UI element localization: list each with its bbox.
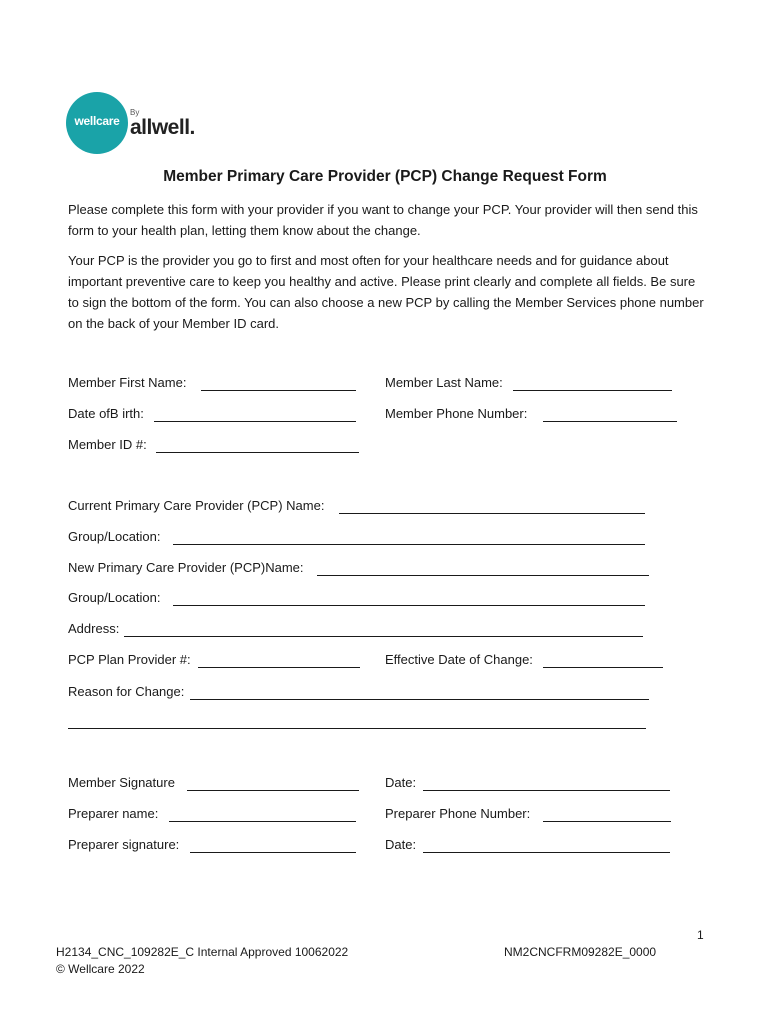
group-location-label-2: Group/Location: xyxy=(68,590,161,605)
member-signature-field[interactable] xyxy=(187,790,359,791)
effective-date-field[interactable] xyxy=(543,667,663,668)
preparer-phone-label: Preparer Phone Number: xyxy=(385,806,531,821)
preparer-name-label: Preparer name: xyxy=(68,806,159,821)
reason-for-change-label: Reason for Change: xyxy=(68,684,185,699)
preparer-name-field[interactable] xyxy=(169,821,356,822)
effective-date-label: Effective Date of Change: xyxy=(385,652,533,667)
allwell-logo-text: allwell. xyxy=(130,116,195,139)
new-pcp-name-field[interactable] xyxy=(317,575,649,576)
pcp-plan-provider-label: PCP Plan Provider #: xyxy=(68,652,191,667)
reason-for-change-field[interactable] xyxy=(190,699,649,700)
footer-form-id: NM2CNCFRM09282E_0000 xyxy=(504,945,657,959)
footer-copyright: © Wellcare 2022 xyxy=(56,962,145,976)
group-location-field-2[interactable] xyxy=(173,605,645,606)
current-pcp-name-field[interactable] xyxy=(339,513,645,514)
date-of-birth-label: Date ofB irth: xyxy=(68,406,144,421)
preparer-signature-field[interactable] xyxy=(190,852,356,853)
group-location-label-1: Group/Location: xyxy=(68,529,161,544)
intro-paragraph-1: Please complete this form with your provider if you want to change your PCP. Your provider will then send this form to your health plan, letting them know about the change. xyxy=(68,202,698,238)
address-field[interactable] xyxy=(124,636,643,637)
new-pcp-name-label: New Primary Care Provider (PCP)Name: xyxy=(68,560,304,575)
wellcare-allwell-logo xyxy=(66,92,206,154)
form-title: Member Primary Care Provider (PCP) Change Request Form xyxy=(163,168,607,185)
date-of-birth-field[interactable] xyxy=(154,421,356,422)
reason-for-change-field-line-2[interactable] xyxy=(68,728,646,729)
member-last-name-label: Member Last Name: xyxy=(385,375,503,390)
preparer-signature-label: Preparer signature: xyxy=(68,837,180,852)
preparer-signature-date-label: Date: xyxy=(385,837,417,852)
footer-approval-code: H2134_CNC_109282E_C Internal Approved 10062022 xyxy=(56,945,349,959)
logo-by-text: By xyxy=(130,108,140,117)
address-label: Address: xyxy=(68,621,120,636)
member-id-label: Member ID #: xyxy=(68,437,147,452)
group-location-field-1[interactable] xyxy=(173,544,645,545)
preparer-signature-date-field[interactable] xyxy=(423,852,670,853)
wellcare-logo-circle xyxy=(66,92,128,154)
page-number: 1 xyxy=(697,928,704,942)
member-signature-label: Member Signature xyxy=(68,775,175,790)
current-pcp-name-label: Current Primary Care Provider (PCP) Name: xyxy=(68,498,325,513)
member-signature-date-field[interactable] xyxy=(423,790,670,791)
member-signature-date-label: Date: xyxy=(385,775,417,790)
member-phone-field[interactable] xyxy=(543,421,677,422)
intro-paragraph-2: Your PCP is the provider you go to first and most often for your healthcare needs and for guidance about important preventive care to keep you healthy and active. Please print clearly and complete all fields. Be sure to sign the bottom of the form. You can also choose a new PCP by calling the Member Services phone number on the back of your Member ID card. xyxy=(68,253,704,331)
member-first-name-label: Member First Name: xyxy=(68,375,187,390)
wellcare-logo-text: wellcare xyxy=(74,114,120,128)
member-phone-label: Member Phone Number: xyxy=(385,406,528,421)
preparer-phone-field[interactable] xyxy=(543,821,671,822)
pcp-plan-provider-field[interactable] xyxy=(198,667,360,668)
member-first-name-field[interactable] xyxy=(201,390,356,391)
member-id-field[interactable] xyxy=(156,452,359,453)
member-last-name-field[interactable] xyxy=(513,390,672,391)
